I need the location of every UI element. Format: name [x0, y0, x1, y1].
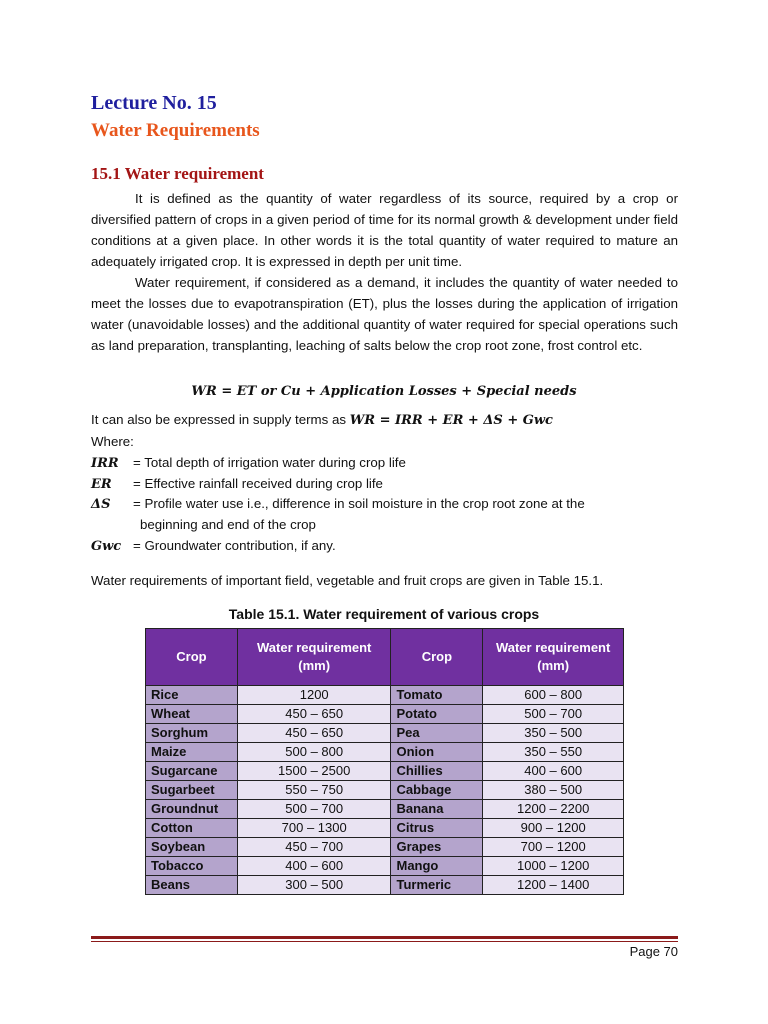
- header-crop: Crop: [391, 629, 483, 686]
- definition-gwc: [91, 538, 336, 554]
- crop-name-cell: Tobacco: [146, 857, 238, 876]
- where-label: Where:: [91, 434, 134, 449]
- crop-name-cell: Soybean: [146, 838, 238, 857]
- footer-rule-thin: [91, 941, 678, 942]
- crop-name-cell: Wheat: [146, 705, 238, 724]
- definition-text: = Groundwater contribution, if any.: [133, 538, 336, 553]
- water-requirement-cell: 500 – 700: [483, 705, 624, 724]
- definition-text: = Total depth of irrigation water during crop life: [133, 455, 406, 470]
- water-requirement-cell: 350 – 550: [483, 743, 624, 762]
- definition-text: = Effective rainfall received during crop life: [133, 476, 383, 491]
- water-requirement-cell: 400 – 600: [483, 762, 624, 781]
- page-number: Page 70: [629, 944, 678, 959]
- lecture-number: Lecture No. 15: [91, 92, 217, 114]
- crop-name-cell: Mango: [391, 857, 483, 876]
- table-row: [146, 876, 624, 895]
- crop-name-cell: Turmeric: [391, 876, 483, 895]
- water-requirement-cell: 400 – 600: [237, 857, 391, 876]
- header-water-requirement: Water requirement (mm): [237, 629, 391, 686]
- definition-delta-s-continued: beginning and end of the crop: [140, 517, 316, 532]
- page-title: Water Requirements: [91, 120, 260, 141]
- water-requirement-cell: 1000 – 1200: [483, 857, 624, 876]
- table-row: [146, 819, 624, 838]
- definition-symbol: ER: [91, 477, 112, 492]
- definition-symbol: ΔS: [91, 497, 111, 512]
- water-requirement-cell: 1200 – 1400: [483, 876, 624, 895]
- crop-name-cell: Groundnut: [146, 800, 238, 819]
- supply-terms-line: [91, 412, 553, 428]
- table-intro-text: Water requirements of important field, vegetable and fruit crops are given in Table 15.1.: [91, 573, 604, 588]
- water-requirement-cell: 450 – 700: [237, 838, 391, 857]
- water-requirement-cell: 350 – 500: [483, 724, 624, 743]
- crop-name-cell: Cabbage: [391, 781, 483, 800]
- water-requirement-cell: 700 – 1200: [483, 838, 624, 857]
- crop-name-cell: Beans: [146, 876, 238, 895]
- definition-symbol: Gwc: [91, 539, 122, 554]
- crop-name-cell: Potato: [391, 705, 483, 724]
- equation-supply: WR = IRR + ER + ΔS + Gwc: [349, 413, 553, 428]
- water-requirement-cell: 450 – 650: [237, 724, 391, 743]
- water-requirement-cell: 300 – 500: [237, 876, 391, 895]
- table-row: [146, 857, 624, 876]
- water-requirement-cell: 900 – 1200: [483, 819, 624, 838]
- crop-name-cell: Citrus: [391, 819, 483, 838]
- water-requirement-cell: 1200 – 2200: [483, 800, 624, 819]
- header-water-requirement: Water requirement (mm): [483, 629, 624, 686]
- water-requirement-cell: 450 – 650: [237, 705, 391, 724]
- definition-text: = Profile water use i.e., difference in soil moisture in the crop root zone at the: [133, 496, 585, 511]
- table-row: [146, 705, 624, 724]
- table-body: [146, 686, 624, 895]
- water-requirement-cell: 380 – 500: [483, 781, 624, 800]
- definition-er: [91, 476, 383, 492]
- crop-name-cell: Cotton: [146, 819, 238, 838]
- water-requirement-cell: 1200: [237, 686, 391, 705]
- crop-name-cell: Grapes: [391, 838, 483, 857]
- water-requirement-cell: 1500 – 2500: [237, 762, 391, 781]
- crop-name-cell: Pea: [391, 724, 483, 743]
- crop-name-cell: Sorghum: [146, 724, 238, 743]
- paragraph-demand: Water requirement, if considered as a demand, it includes the quantity of water needed to meet the losses due to evapotranspiration (ET), plus the losses during the application of irrigation water (unavoidable losses) and the additional quantity of water required for special operations such as land preparation, transplanting, leaching of salts below the crop root zone, frost control etc.: [91, 275, 678, 353]
- water-requirement-table: [145, 628, 624, 895]
- equation-main: WR = ET or Cu + Application Losses + Special needs: [191, 384, 577, 399]
- header-crop: Crop: [146, 629, 238, 686]
- definition-irr: [91, 455, 406, 471]
- crop-name-cell: Banana: [391, 800, 483, 819]
- table-row: [146, 724, 624, 743]
- crop-name-cell: Onion: [391, 743, 483, 762]
- footer-rule-thick: [91, 936, 678, 939]
- definition-delta-s: [91, 496, 585, 512]
- water-requirement-cell: 550 – 750: [237, 781, 391, 800]
- table-row: [146, 762, 624, 781]
- table-caption: Table 15.1. Water requirement of various crops: [228, 606, 540, 622]
- crop-name-cell: Sugarbeet: [146, 781, 238, 800]
- crop-name-cell: Tomato: [391, 686, 483, 705]
- table-row: [146, 800, 624, 819]
- water-requirement-cell: 600 – 800: [483, 686, 624, 705]
- paragraph-definition: It is defined as the quantity of water regardless of its source, required by a crop or diversified pattern of crops in a given period of time for its normal growth & development under field conditions at a given place. In other words it is the total quantity of water required to mature an adequately irrigated crop. It is expressed in depth per unit time.: [91, 191, 678, 269]
- table-row: [146, 743, 624, 762]
- crop-name-cell: Rice: [146, 686, 238, 705]
- table-row: [146, 781, 624, 800]
- crop-name-cell: Chillies: [391, 762, 483, 781]
- water-requirement-cell: 500 – 800: [237, 743, 391, 762]
- supply-intro-text: It can also be expressed in supply terms as: [91, 412, 350, 427]
- section-heading: 15.1 Water requirement: [91, 164, 264, 183]
- crop-name-cell: Maize: [146, 743, 238, 762]
- water-requirement-cell: 700 – 1300: [237, 819, 391, 838]
- table-header-row: [146, 629, 624, 686]
- crop-name-cell: Sugarcane: [146, 762, 238, 781]
- table-row: [146, 686, 624, 705]
- water-requirement-cell: 500 – 700: [237, 800, 391, 819]
- table-row: [146, 838, 624, 857]
- definition-symbol: IRR: [91, 456, 119, 471]
